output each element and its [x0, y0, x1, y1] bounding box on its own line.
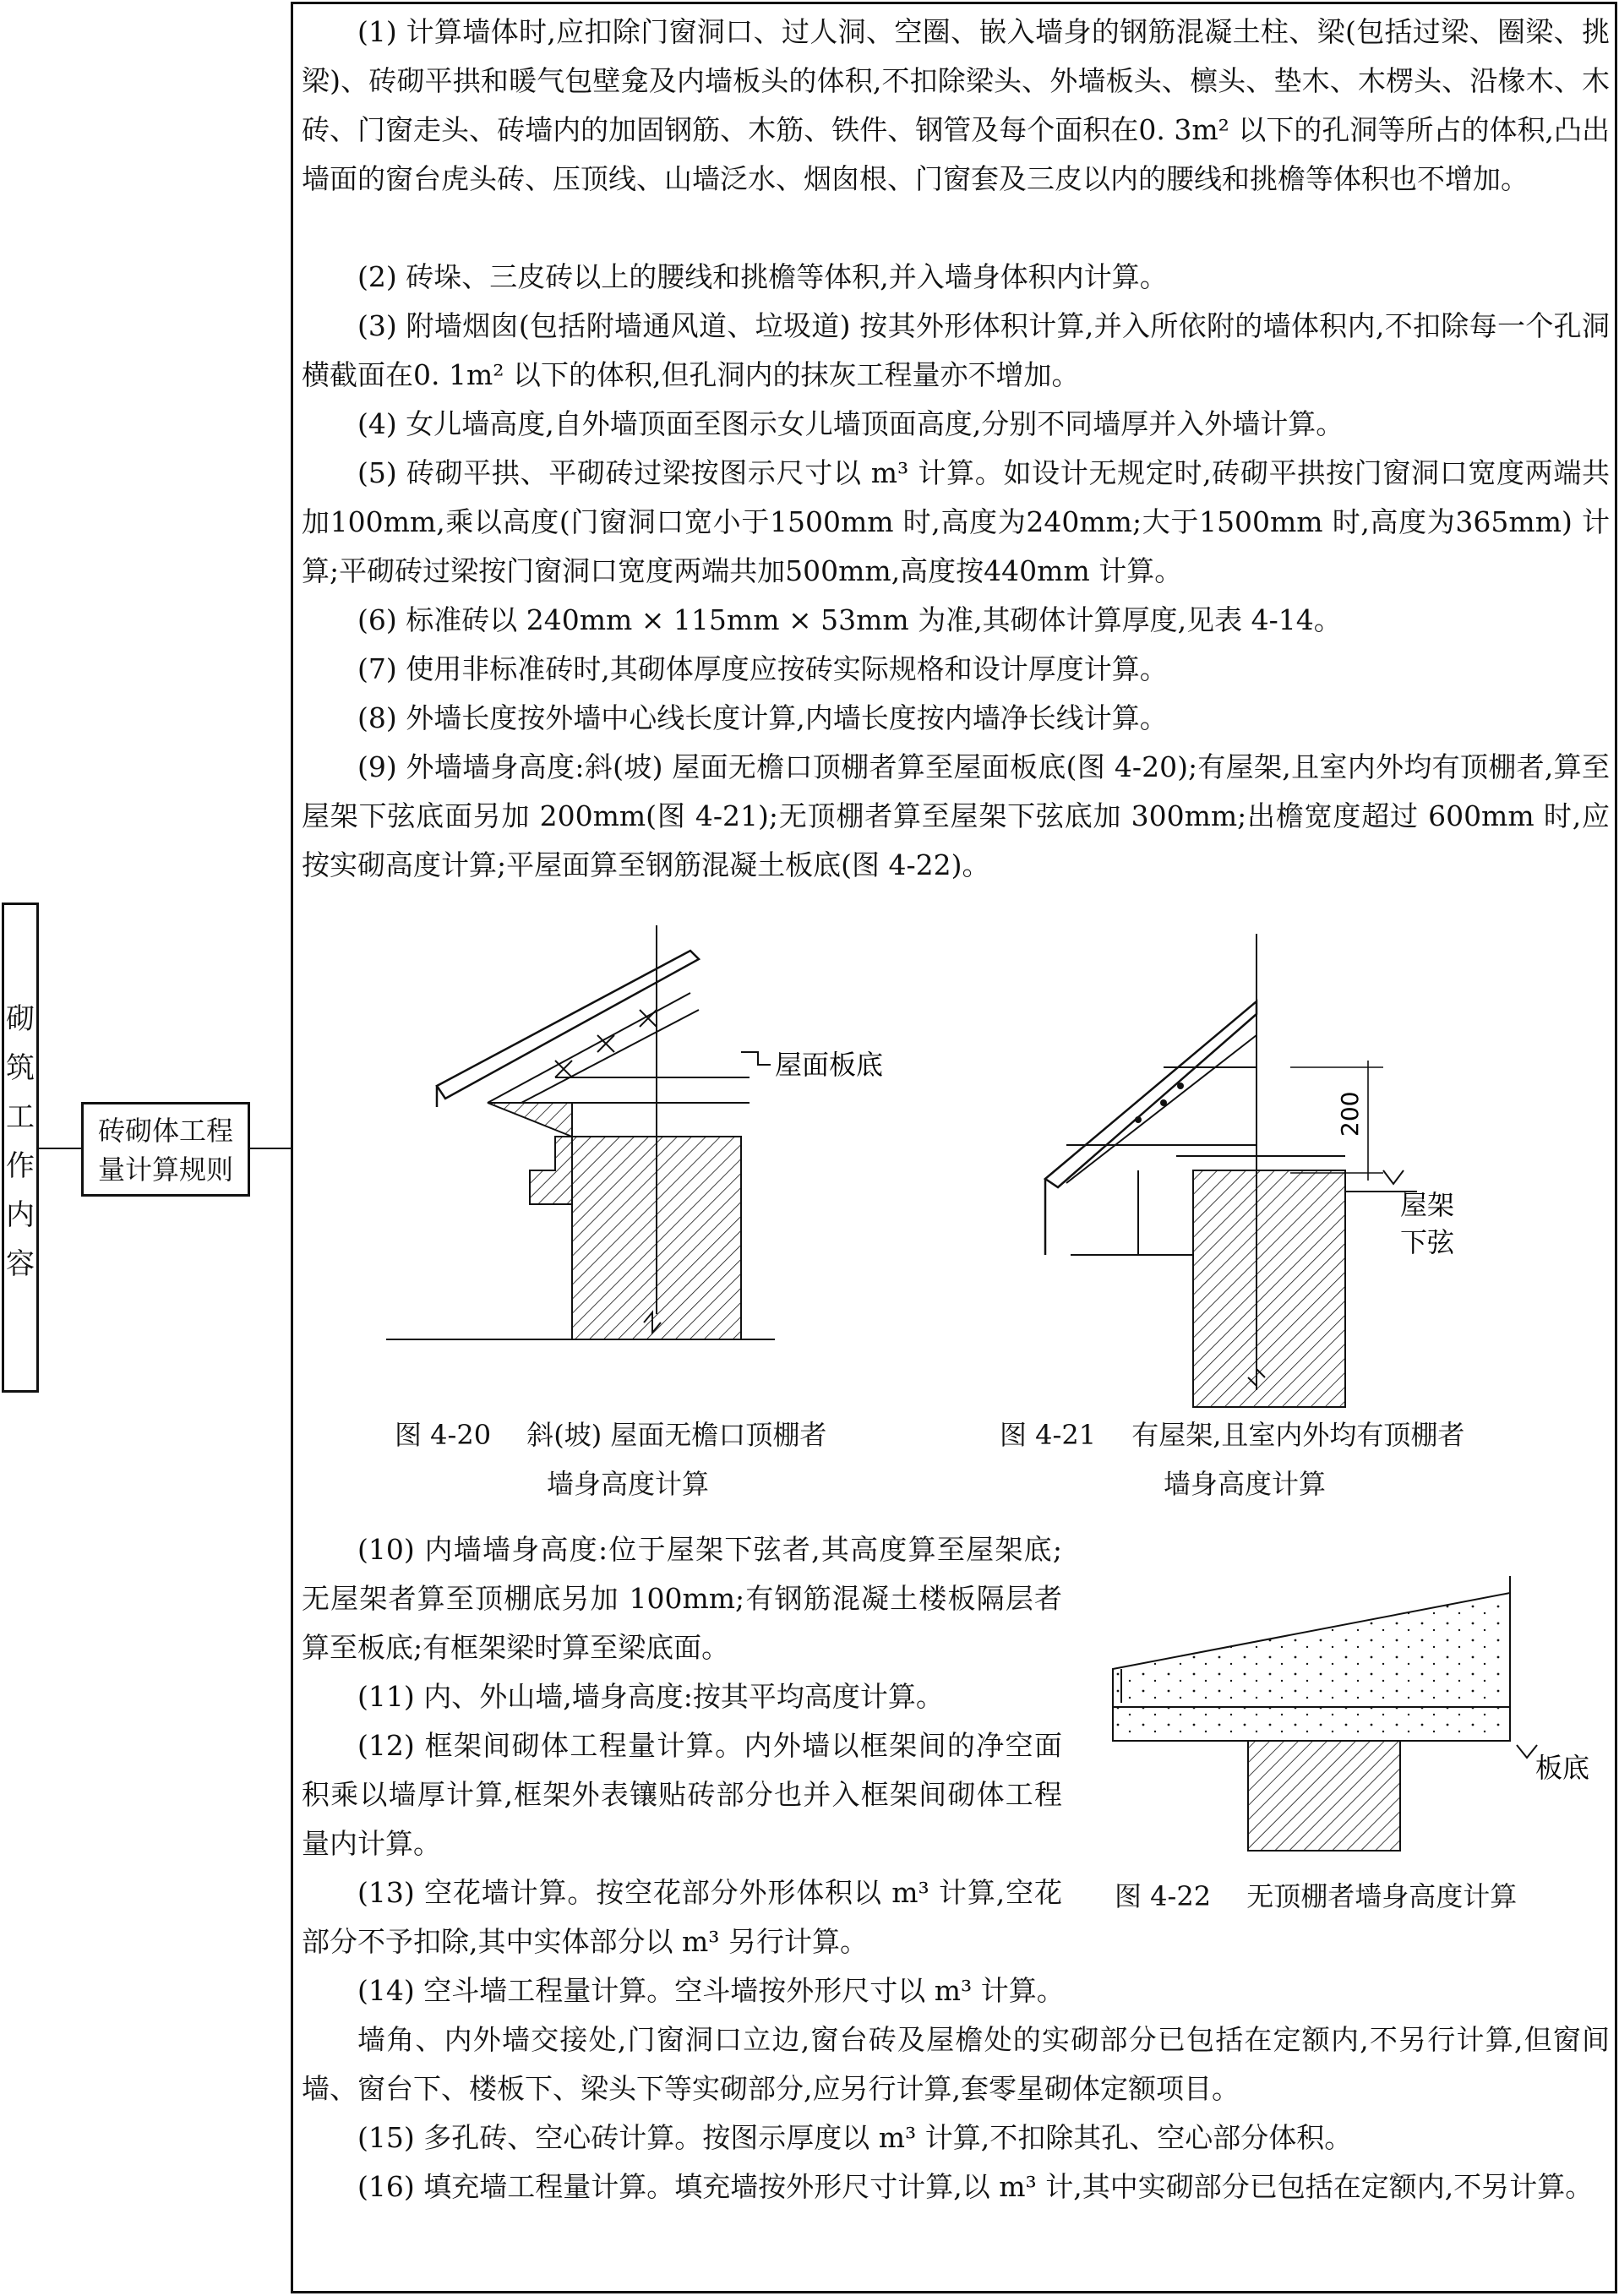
rule-paragraph-16: (16) 填充墙工程量计算。填充墙按外形尺寸计算,以 m³ 计,其中实砌部分已包括在定额内,不另计算。 [357, 2170, 1594, 2203]
rule-paragraph-1: (1) 计算墙体时,应扣除门窗洞口、过人洞、空圈、嵌入墙身的钢筋混凝土柱、梁(包括过梁、圈梁、挑梁)、砖砌平拱和暖气包壁龛及内墙板头的体积,不扣除梁头、外墙板头、檩头、垫木、木楞头、沿椽木、木砖、门窗走头、砖墙内的加固钢筋、木筋、铁件、钢管及每个面积在0. 3m² 以下的孔洞等所占的体积,凸出墙面的窗台虎头砖、压顶线、山墙泛水、烟囱根、门窗套及三皮以内的腰线和挑檐等体积也不增加。 [302, 15, 1610, 195]
fig22-label: 板底 [1535, 1752, 1590, 1784]
rule-paragraph-3: (3) 附墙烟囱(包括附墙通风道、垃圾道) 按其外形体积计算,并入所依附的墙体积内,不扣除每一个孔洞横截面在0. 1m² 以下的体积,但孔洞内的抹灰工程量亦不增加。 [302, 309, 1610, 391]
rule-paragraph-4: (4) 女儿墙高度,自外墙顶面至图示女儿墙顶面高度,分别不同墙厚并入外墙计算。 [357, 407, 1344, 440]
rule-paragraph-14b: 墙角、内外墙交接处,门窗洞口立边,窗台砖及屋檐处的实砌部分已包括在定额内,不另行计算,但窗间墙、窗台下、楼板下、梁头下等实砌部分,应另行计算,套零星砌体定额项目。 [302, 2023, 1610, 2105]
figure-4-22 [1113, 1568, 1590, 1855]
connector-line [250, 1148, 291, 1149]
rule-paragraph-2: (2) 砖垛、三皮砖以上的腰线和挑檐等体积,并入墙身体积内计算。 [357, 260, 1168, 293]
rule-paragraph-10: (10) 内墙墙身高度:位于屋架下弦者,其高度算至屋架底;无屋架者算至顶棚底另加 100mm;有钢筋混凝土楼板隔层者算至板底;有框架梁时算至梁底面。 [302, 1533, 1062, 1664]
fig20-label: 屋面板底 [775, 1049, 884, 1081]
fig21-caption-2: 墙身高度计算 [1164, 1468, 1327, 1500]
figure-4-20 [386, 925, 884, 1365]
fig22-caption: 图 4-22 无顶棚者墙身高度计算 [1115, 1880, 1518, 1912]
rule-box-line2: 量计算规则 [97, 1153, 233, 1186]
fig21-label-2: 下弦 [1400, 1226, 1455, 1258]
fig21-caption-1: 图 4-21 有屋架,且室内外均有顶棚者 [1000, 1419, 1465, 1451]
category-char: 容 [6, 1247, 35, 1281]
rule-paragraph-9: (9) 外墙墙身高度:斜(坡) 屋面无檐口顶棚者算至屋面板底(图 4-20);有屋架,且室内外均有顶棚者,算至屋架下弦底面另加 200mm(图 4-21);无顶棚者算至屋架下弦底加 300mm;出檐宽度超过 600mm 时,应按实砌高度计算;平屋面算至钢筋混凝土板底(图 4-22)。 [302, 750, 1610, 881]
rule-box [81, 1102, 250, 1197]
category-char: 砌 [6, 1002, 35, 1036]
category-char: 作 [6, 1149, 35, 1183]
figure-4-21 [1011, 917, 1603, 1407]
rule-paragraph-14: (14) 空斗墙工程量计算。空斗墙按外形尺寸以 m³ 计算。 [357, 1974, 1065, 2007]
rule-paragraph-11: (11) 内、外山墙,墙身高度:按其平均高度计算。 [357, 1680, 944, 1713]
fig20-caption-1: 图 4-20 斜(坡) 屋面无檐口顶棚者 [395, 1419, 827, 1451]
rules-content-box [291, 2, 1617, 2293]
fig20-caption-2: 墙身高度计算 [547, 1468, 710, 1500]
connector-line [39, 1148, 81, 1149]
fig21-label-1: 屋架 [1400, 1189, 1455, 1221]
rule-paragraph-15: (15) 多孔砖、空心砖计算。按图示厚度以 m³ 计算,不扣除其孔、空心部分体积。 [357, 2121, 1353, 2154]
rule-box-line1: 砖砌体工程 [97, 1115, 233, 1147]
rule-paragraph-8: (8) 外墙长度按外墙中心线长度计算,内墙长度按内墙净长线计算。 [357, 701, 1168, 734]
rule-paragraph-6: (6) 标准砖以 240mm × 115mm × 53mm 为准,其砌体计算厚度,见表 4-14。 [357, 603, 1342, 636]
rule-paragraph-5: (5) 砖砌平拱、平砌砖过梁按图示尺寸以 m³ 计算。如设计无规定时,砖砌平拱按门窗洞口宽度两端共加100mm,乘以高度(门窗洞口宽小于1500mm 时,高度为240mm;大于1500mm 时,高度为365mm) 计算;平砌砖过梁按门窗洞口宽度两端共加500mm,高度按440mm 计算。 [302, 456, 1610, 587]
rule-paragraph-12: (12) 框架间砌体工程量计算。内外墙以框架间的净空面积乘以墙厚计算,框架外表镶贴砖部分也并入框架间砌体工程量内计算。 [302, 1729, 1062, 1860]
fig21-dimension: 200 [1336, 1091, 1364, 1137]
category-char: 内 [6, 1198, 35, 1232]
rule-paragraph-13: (13) 空花墙计算。按空花部分外形体积以 m³ 计算,空花部分不予扣除,其中实体部分以 m³ 另行计算。 [302, 1876, 1062, 1958]
category-char: 筑 [6, 1051, 35, 1085]
rule-paragraph-7: (7) 使用非标准砖时,其砌体厚度应按砖实际规格和设计厚度计算。 [357, 652, 1168, 685]
category-char: 工 [6, 1100, 35, 1134]
category-label-box [2, 903, 39, 1393]
